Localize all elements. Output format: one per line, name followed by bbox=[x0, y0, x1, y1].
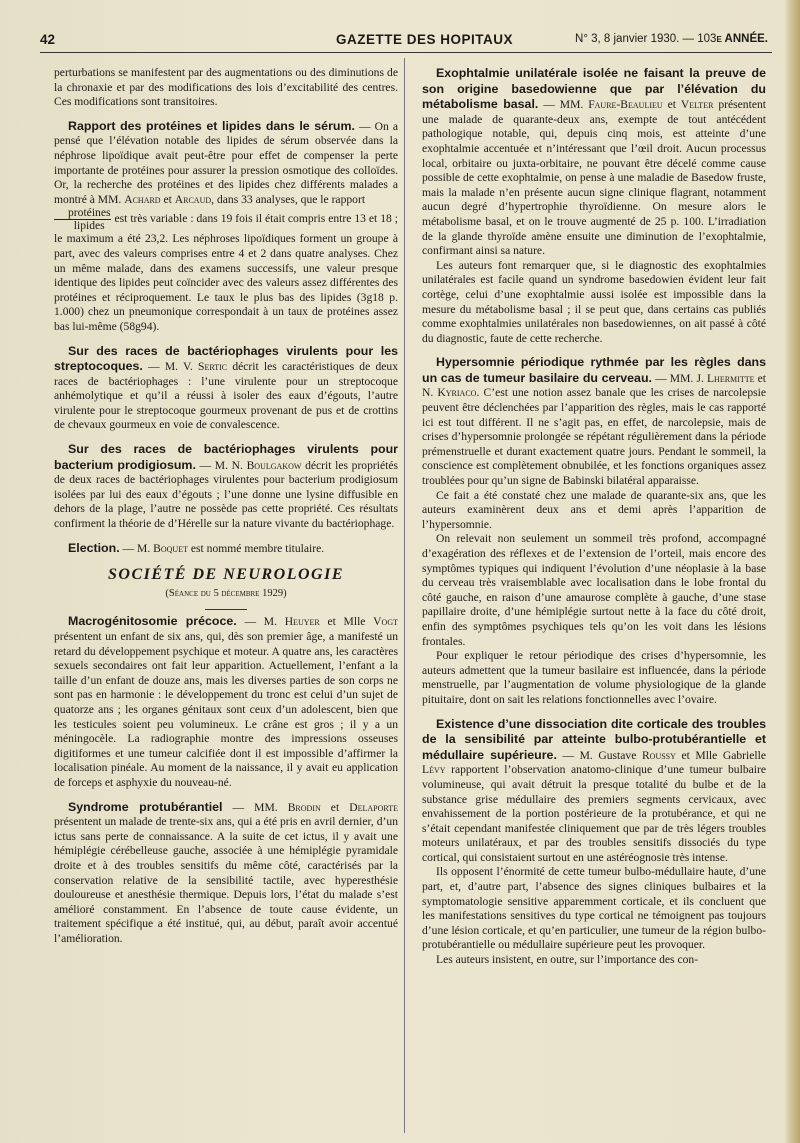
author-name: Boulgakow bbox=[246, 458, 302, 472]
author-name: Kyriaco bbox=[437, 386, 477, 400]
paragraph: Ils opposent l’énormité de cette tumeur bulbo-médullaire haute, d’une part, et, d’autre part, l’absence des signes cliniques bulbaires et la symptomatologie sensitive apparemment corticale, et ils concluent que les manifestations sensitives du type cortical ne témoignent pas toujours d’une lésion corticale, et qu’en particulier, une tumeur de la région bulbo-protubérantielle ou médullaire supérieure peut les provoquer. bbox=[422, 865, 766, 952]
section-rule bbox=[205, 609, 247, 610]
article-heading: Existence d’une dissociation dite corticale des troubles de la sensibilité par atteinte bulbo-protubérantielle et médullaire supérieure. bbox=[422, 716, 766, 762]
author-name: Velter bbox=[680, 98, 714, 112]
article-streptocoques: Sur des races de bactériophages virulents pour les streptocoques. — M. V. Sertic décrit les caractéristiques de deux races de bactériophages : l’une virulente pour un streptocoque anhémolytique et qu’il a réussi à isoler des eaux d’égouts, l’autre virulente pour le streptocoque gourmeux provenant de pus et de crottins de chevaux gourmeux en voie de convalescence. bbox=[54, 343, 398, 432]
article-macrogenitosomie: Macrogénitosomie précoce. — M. Heuyer et Mlle Vogt présentent un enfant de six ans, qui, dès son premier âge, a manifesté un retard du développement psychique et moteur. A quatre ans, les caractères sexuels secondaires ont fait leur apparition. Actuellement, l’enfant a la taille d’un enfant de douze ans, mais les diverses parties de son corps ne sont pas en harmonie : le développement du tronc est celui d’un sujet de quatorze ans ; les organes génitaux sont ceux d’un adolescent, bien que les testicules soient peu volumineux. Le crâne est gros ; il y a un méningocèle. La radiographie montre des impressions osseuses digitiformes et une tumeur calcifiée dont il est impossible d’affirmer la localisation pinéale. Au moment de la naissance, il y avait eu application de forceps et asphyxie du nouveau-né. bbox=[54, 614, 398, 789]
article-heading: Syndrome protubérantiel bbox=[68, 799, 223, 814]
fraction-denominator: lipides bbox=[73, 219, 105, 233]
paragraph: Pour expliquer le retour périodique des crises d’hypersomnie, les auteurs admettent que la tumeur basilaire est influencée, dans la période menstruelle, par l’augmentation de volume physiologique de la glande pituitaire, dont on sait les relations fonctionnelles avec l’ovaire. bbox=[422, 649, 766, 706]
author-name: Vogt bbox=[373, 615, 398, 629]
article-heading: Rapport des protéines et lipides dans le sérum. bbox=[68, 118, 355, 133]
right-column bbox=[422, 66, 766, 968]
section-subtitle: (Séance du 5 décembre 1929) bbox=[165, 587, 287, 599]
ratio-fraction bbox=[54, 207, 111, 232]
author-name: Brodin bbox=[287, 800, 321, 814]
paragraph: On relevait non seulement un sommeil très profond, accompagné d’exagération des réflexes et de l’extension de l’orteil, mais encore des symptômes typiques qui indiquent l’évolution d’une néoplasie à la base du cerveau très vraisemblable avec localisation dans le lobe frontal du côté gauche, en raison d’une amaurose complète à gauche, d’une stase papillaire droite, d’une hémiplégie surtout nette à la face du côté droit, enfin des symptômes psychiques tels qu’on les voit dans les lésions frontales. bbox=[422, 532, 766, 648]
article-heading: Macrogénitosomie précoce. bbox=[68, 614, 237, 629]
page-header bbox=[36, 28, 776, 52]
article-heading: Sur des races de bactériophages virulents pour les streptocoques. bbox=[54, 343, 398, 374]
author-name: Boquet bbox=[153, 541, 188, 555]
issue-date: N° 3, 8 janvier 1930. — 103 bbox=[575, 33, 717, 45]
fraction-numerator: protéines bbox=[54, 207, 111, 220]
journal-title: GAZETTE DES HOPITAUX bbox=[336, 32, 514, 47]
article-hypersomnie: Hypersomnie périodique rythmée par les règles dans un cas de tumeur basilaire du cerveau. — MM. J. Lhermitte et N. Kyriaco. C’est une notion assez banale que les crises de narcolepsie peuvent être déclenchées par l’apparition des règles, mais le cas rapporté ici est tout différent. Il ne s’agit pas, en effet, de narcolepsie, mais de crises d’hypersomnie prolongée se répétant régulièrement dans la période prémenstruelle et durant exactement quatre jours. Pendant le sommeil, la conscience est complètement obnubilée, et les fonctions organiques assez troublées pour qu’un signe de Babinski bilatéral apparaisse. bbox=[422, 355, 766, 488]
page-number: 42 bbox=[40, 32, 56, 47]
author-name: Delaporte bbox=[349, 800, 398, 814]
column-divider bbox=[404, 58, 405, 1133]
issue-year: e ANNÉE. bbox=[716, 33, 768, 45]
article-heading: Hypersomnie périodique rythmée par les règles dans un cas de tumeur basilaire du cerveau. bbox=[422, 355, 766, 385]
article-proteines-lipides: Rapport des protéines et lipides dans le sérum. — On a pensé que l’élévation notable des lipides de sérum observée dans la néphrose lipoïdique avait peut-être pour effet de compenser la perte importante de protéines pour assurer la pression osmotique des colloïdes. Or, la recherche des protéines et des lipides chez différents malades a montré à MM. Achard et Arcaud, dans 33 analyses, que le rapport $\frac{\text{protéines}}{\text{lipides}}$ est très variable : dans 19 fois il était compris entre 13 et 18 ; le maximum a été 23,2. Les néphroses lipoïdiques forment un groupe à part, avec des valeurs comprises entre 4 et 2 dans quatre analyses. Chez un même malade, dans des examens successifs, une valeur presque identique des lipides peut coïncider avec des valeurs assez différentes des protéines et réciproquement. Le taux le plus bas des lipides (3g18 p. 1.000) chez un pneumonique correspondait à un taux de protéines assez bas lui-même (58g94). bbox=[54, 118, 398, 333]
article-heading: Exophtalmie unilatérale isolée ne faisant la preuve de son origine basedowienne que par l’élévation du métabolisme basal. bbox=[422, 66, 766, 112]
author-name: Sertic bbox=[198, 360, 228, 374]
paragraph-continued: perturbations se manifestent par des augmentations ou des diminutions de la chronaxie et par des modifications des lois d’excitabilité des centres. Ces modifications sont transitoires. bbox=[54, 66, 398, 109]
left-column bbox=[54, 66, 398, 946]
paragraph: Les auteurs font remarquer que, si le diagnostic des exophtalmies unilatérales est facile quand un syndrome basedowien évident leur fait cortège, celui d’une exophtalmie aussi isolée est impossible dans la mesure du métabolisme basal ; il se peut que, dans certains cas publiés comme exophtalmies unilatérales non basedowiennes, on ait passé à côté du diagnostic, faute de cette recherche. bbox=[422, 258, 766, 345]
article-syndrome-protuberantiel: Syndrome protubérantiel — MM. Brodin et Delaporte présentent un malade de trente-six ans, qui a été pris en avril dernier, d’un ictus sans perte de connaissance. A la suite de cet ictus, il y avait une hémiplégie cérébelleuse gauche, associée à une hémiplégie pyramidale droite et à des troubles sensitifs du même côté, caractérisés par la conservation relative de la sensibilité tactile, avec hyperesthésie douloureuse et anesthésie thermique. Depuis lors, l’état du malade s’est amélioré constamment. En l’absence de toute cause évidente, un traitement spécifique a été institué, qui, au début, paraît avoir accentué l’amélioration. bbox=[54, 799, 398, 945]
author-name: Lhermitte bbox=[706, 371, 755, 385]
paragraph: Ce fait a été constaté chez une malade de quarante-six ans, que les auteurs examinèrent deux ans et demi après l’apparition de l’hypersomnie. bbox=[422, 488, 766, 531]
page-edge bbox=[784, 0, 800, 1143]
paragraph: Les auteurs insistent, en outre, sur l’importance des con- bbox=[436, 953, 699, 967]
section-title: SOCIÉTÉ DE NEUROLOGIE bbox=[108, 566, 344, 584]
author-name: Achard bbox=[124, 192, 161, 206]
author-name: Lévy bbox=[422, 763, 446, 777]
article-heading: Sur des races de bactériophages virulents pour bacterium prodigiosum. bbox=[54, 442, 398, 472]
issue-info bbox=[575, 33, 768, 45]
article-dissociation-corticale: Existence d’une dissociation dite corticale des troubles de la sensibilité par atteinte bulbo-protubérantielle et médullaire supérieure. — M. Gustave Roussy et Mlle Gabrielle Lévy rapportent l’observation anatomo-clinique d’une tumeur bulbaire volumineuse, qui avait détruit la presque totalité du bulbe et de la substance grise médullaire des premiers segments cervicaux, avec envahissement de la portion postérieure de la protubérance, et qui ne s’était cependant manifestée cliniquement que par de très légers troubles moteurs unilatéraux, et par des troubles sensitifs dissociés du type cortical, qui consistaient surtout en une astéréognosie très intense. bbox=[422, 716, 766, 864]
article-prodigiosum: Sur des races de bactériophages virulents pour bacterium prodigiosum. — M. N. Boulgakow décrit les propriétés de deux races de bactériophages virulentes pour bacterium prodigiosum isolées par lui des eaux d’égouts ; l’une donne une lysine diffusible en dehors de la plage, l’autre ne possède pas cette propriété. Ces résultats confirment la théorie de d’Hérelle sur la nature vivante du bactériophage. bbox=[54, 442, 399, 531]
author-name: Faure-Beaulieu bbox=[588, 98, 663, 112]
article-heading: Election. bbox=[68, 540, 120, 555]
article-exophtalmie: Exophtalmie unilatérale isolée ne faisant la preuve de son origine basedowienne que par l’élévation du métabolisme basal. — MM. Faure-Beaulieu et Velter présentent une malade de quarante-deux ans, exempte de tout antécédent pathologique notable, qui, depuis cinq mois, est atteinte d’une exophtalmie accentuée et n’intéressant que l’œil droit. Aucun processus local, orbitaire ou juxta-orbitaire, ne pouvant être décelé comme cause possible de cette exophtalmie, on pense à une maladie de Basedow fruste, mais la malade n’en présente aucun signe clinique flagrant, notamment aucun degré d’hypertrophie thyroïdienne. On mesure alors le métabolisme basal, et on le trouve augmenté de 25 p. 100. L’irradiation de la glande thyroïde amène ensuite une diminution de l’exophtalmie, confirmant ainsi sa nature. bbox=[422, 66, 766, 258]
author-name: Roussy bbox=[641, 748, 676, 762]
article-election: Election. — M. Boquet est nommé membre titulaire. bbox=[68, 540, 325, 555]
author-name: Heuyer bbox=[284, 615, 320, 629]
header-rule bbox=[40, 52, 772, 53]
author-name: Arcaud bbox=[174, 192, 212, 206]
